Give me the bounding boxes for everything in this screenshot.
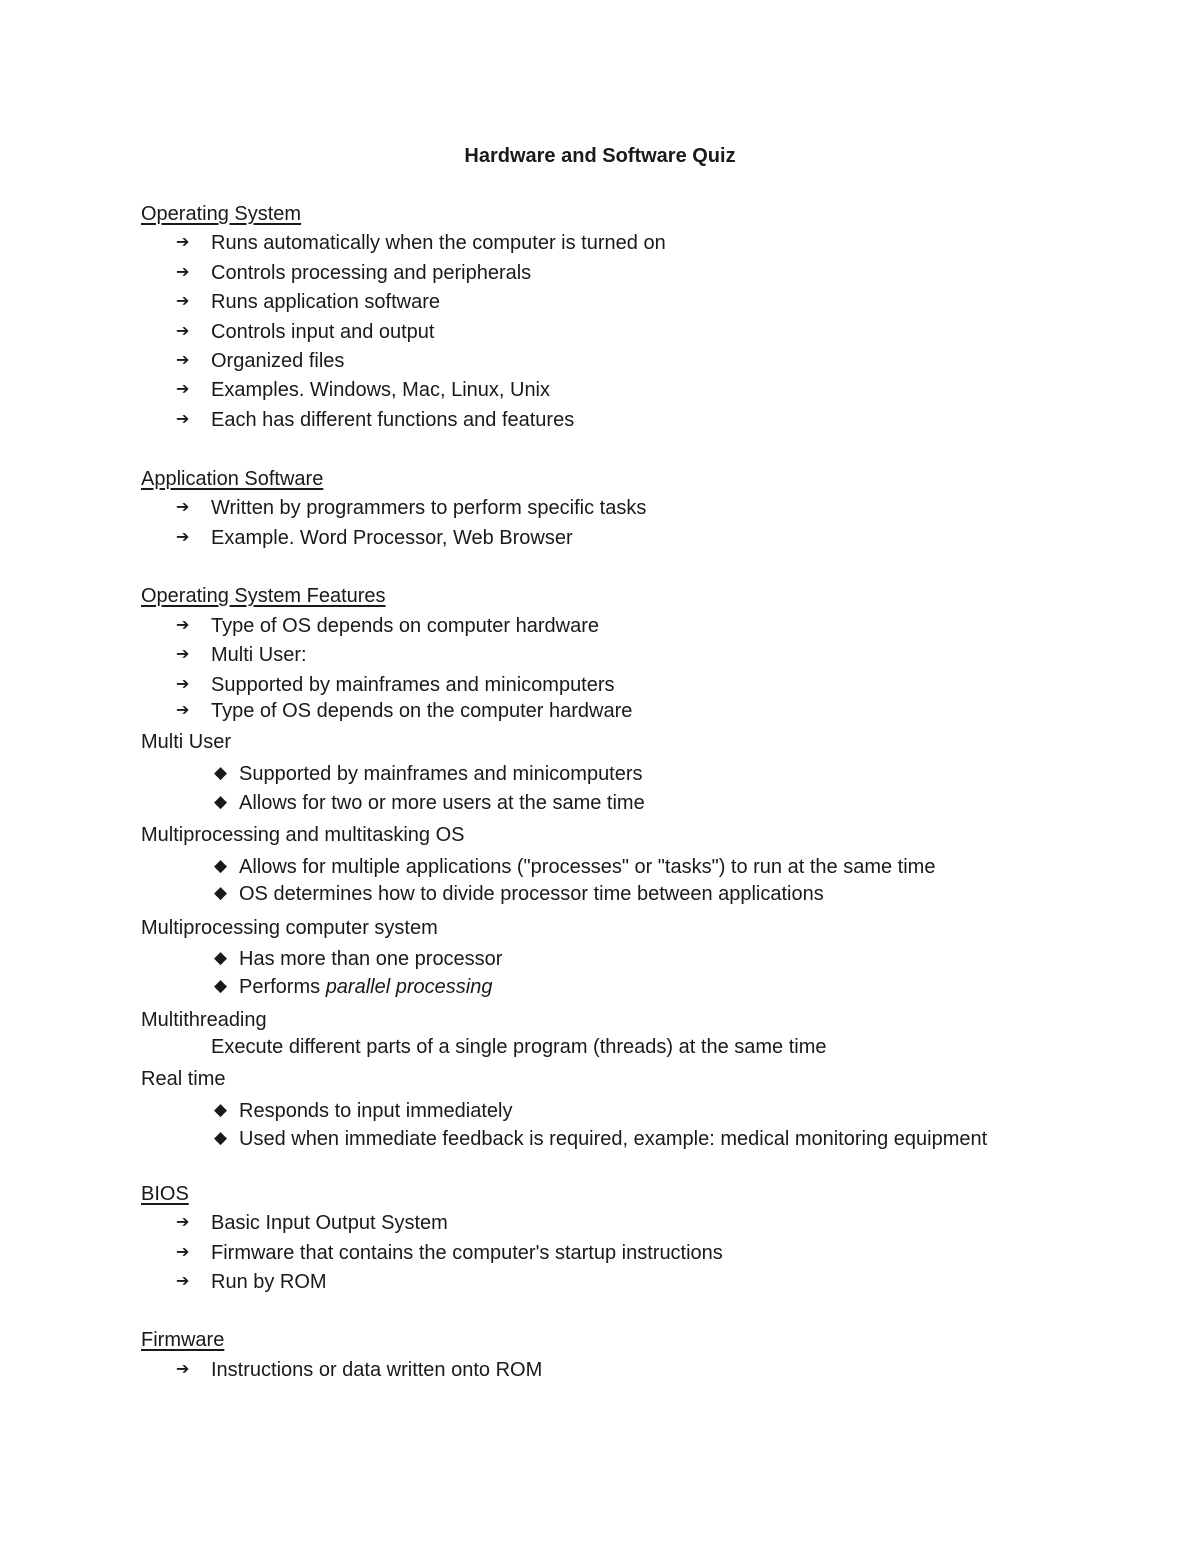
arrow-icon: ➔	[176, 1242, 190, 1261]
subsection-heading-multitasking: Multiprocessing and multitasking OS	[141, 824, 465, 846]
list-item	[176, 1213, 448, 1233]
list-item-text: Instructions or data written onto ROM	[211, 1359, 543, 1381]
list-item-text: Example. Word Processor, Web Browser	[211, 527, 573, 549]
document-title: Hardware and Software Quiz	[464, 145, 736, 167]
arrow-icon: ➔	[176, 291, 190, 310]
list-item-text: Runs application software	[211, 291, 441, 313]
subsection-heading-multiprocessing: Multiprocessing computer system	[141, 917, 438, 939]
list-item-text: Controls input and output	[211, 321, 435, 343]
list-item	[176, 701, 632, 721]
list-item-text: Type of OS depends on the computer hardware	[211, 700, 633, 722]
list-item-text: Written by programmers to perform specific tasks	[211, 497, 647, 519]
arrow-icon: ➔	[176, 321, 190, 340]
list-item	[176, 498, 646, 518]
diamond-bullet-icon: ◆	[214, 763, 228, 783]
list-item-text: Runs automatically when the computer is turned on	[211, 232, 666, 254]
arrow-icon: ➔	[176, 1271, 190, 1290]
list-item	[176, 380, 550, 400]
list-item-text: Examples. Windows, Mac, Linux, Unix	[211, 379, 551, 401]
arrow-icon: ➔	[176, 644, 190, 663]
multithreading-description: Execute different parts of a single program (threads) at the same time	[211, 1036, 827, 1058]
list-item	[214, 1101, 512, 1121]
list-item-text: Allows for multiple applications ("processes" or "tasks") to run at the same time	[239, 856, 936, 878]
arrow-icon: ➔	[176, 1359, 190, 1378]
arrow-icon: ➔	[176, 379, 190, 398]
list-item-text: Organized files	[211, 350, 345, 372]
list-item-text: Each has different functions and features	[211, 409, 575, 431]
list-item	[176, 263, 531, 283]
list-item-text: OS determines how to divide processor time between applications	[239, 883, 824, 905]
list-item	[176, 616, 599, 636]
list-item	[214, 884, 824, 904]
arrow-icon: ➔	[176, 262, 190, 281]
list-item	[176, 292, 440, 312]
section-heading-firmware: Firmware	[141, 1329, 225, 1351]
list-item-text: Responds to input immediately	[239, 1100, 513, 1122]
arrow-icon: ➔	[176, 527, 190, 546]
list-item-text: Controls processing and peripherals	[211, 262, 532, 284]
arrow-icon: ➔	[176, 1212, 190, 1231]
list-item	[176, 528, 573, 548]
list-item	[176, 1243, 723, 1263]
section-heading-application-software: Application Software	[141, 468, 324, 490]
list-item	[214, 949, 502, 969]
list-item	[176, 645, 307, 665]
section-heading-os-features: Operating System Features	[141, 585, 386, 607]
diamond-bullet-icon: ◆	[214, 948, 228, 968]
list-item-text: Used when immediate feedback is required, example: medical monitoring equipment	[239, 1128, 988, 1150]
subsection-heading-real-time: Real time	[141, 1068, 226, 1090]
diamond-bullet-icon: ◆	[214, 883, 228, 903]
arrow-icon: ➔	[176, 232, 190, 251]
list-item-text: Supported by mainframes and minicomputers	[211, 674, 615, 696]
list-item	[214, 977, 492, 997]
list-item	[214, 1129, 987, 1149]
list-item	[176, 233, 666, 253]
arrow-icon: ➔	[176, 497, 190, 516]
list-item	[176, 1272, 327, 1292]
arrow-icon: ➔	[176, 700, 190, 719]
subsection-heading-multi-user: Multi User	[141, 731, 232, 753]
list-item-text: Has more than one processor	[239, 948, 503, 970]
arrow-icon: ➔	[176, 615, 190, 634]
arrow-icon: ➔	[176, 409, 190, 428]
list-item	[176, 1360, 542, 1380]
list-item-text: Allows for two or more users at the same time	[239, 792, 645, 814]
list-item	[176, 351, 344, 371]
list-item	[176, 410, 574, 430]
subsection-heading-multithreading: Multithreading	[141, 1009, 267, 1031]
list-item-text: Run by ROM	[211, 1271, 327, 1293]
arrow-icon: ➔	[176, 350, 190, 369]
emphasis-text: parallel processing	[325, 976, 493, 998]
list-item-text: Basic Input Output System	[211, 1212, 448, 1234]
diamond-bullet-icon: ◆	[214, 856, 228, 876]
list-item-text: Supported by mainframes and minicomputers	[239, 763, 643, 785]
section-heading-operating-system: Operating System	[141, 203, 302, 225]
diamond-bullet-icon: ◆	[214, 976, 228, 996]
list-item-text: Firmware that contains the computer's startup instructions	[211, 1242, 723, 1264]
list-item-text: Type of OS depends on computer hardware	[211, 615, 600, 637]
diamond-bullet-icon: ◆	[214, 792, 228, 812]
list-item-text: Performs	[239, 976, 326, 998]
list-item	[214, 793, 645, 813]
diamond-bullet-icon: ◆	[214, 1128, 228, 1148]
list-item	[214, 857, 935, 877]
section-heading-bios: BIOS	[141, 1183, 189, 1205]
arrow-icon: ➔	[176, 674, 190, 693]
list-item-text: Multi User:	[211, 644, 307, 666]
list-item	[214, 764, 643, 784]
diamond-bullet-icon: ◆	[214, 1100, 228, 1120]
list-item	[176, 675, 615, 695]
list-item	[176, 322, 435, 342]
